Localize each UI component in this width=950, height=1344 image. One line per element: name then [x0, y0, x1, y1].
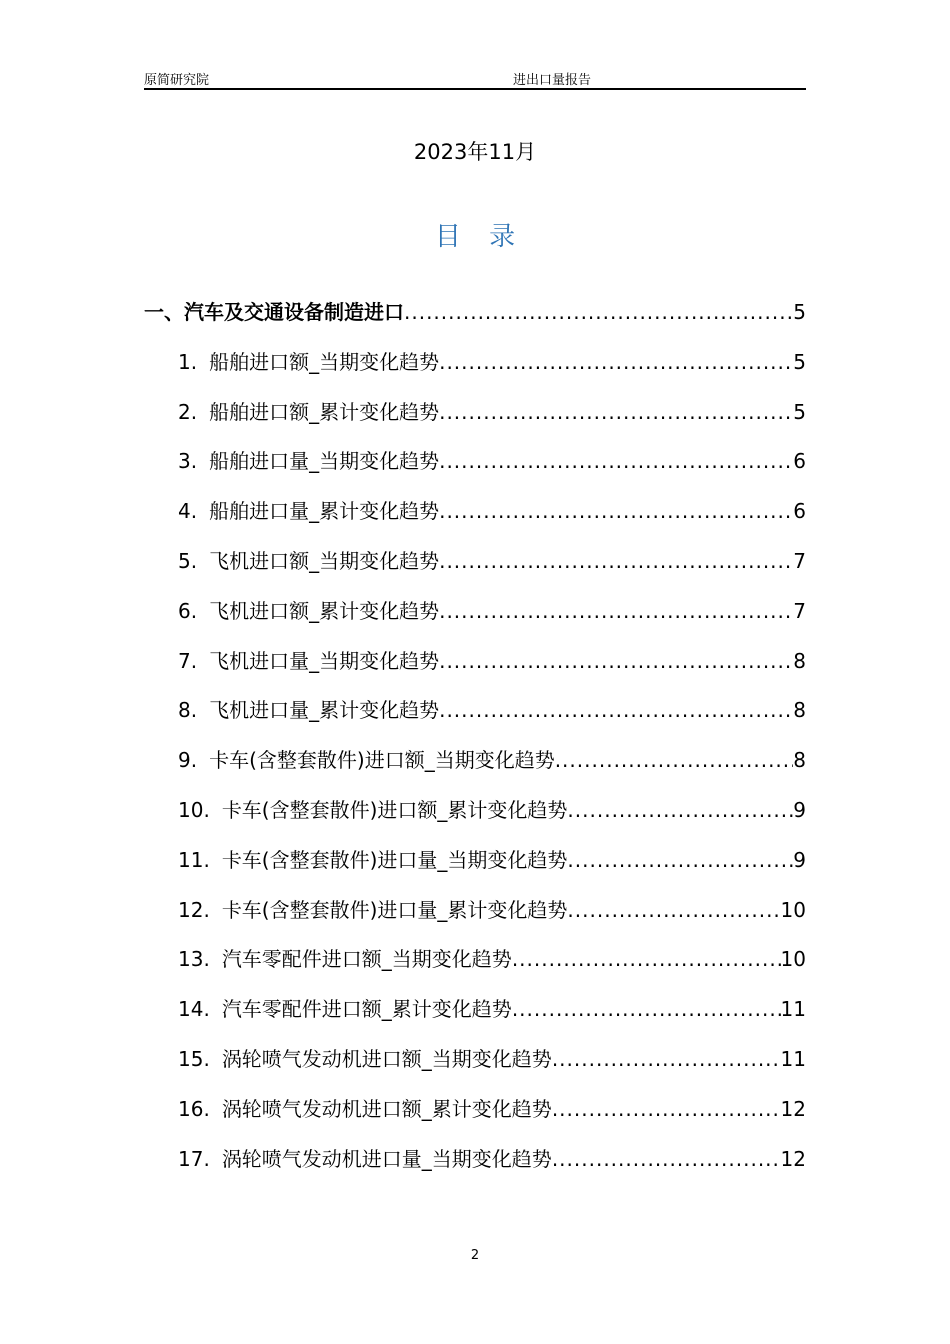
toc-entry-label: 涡轮喷气发动机进口额_累计变化趋势 — [221, 1096, 552, 1121]
toc-entry-page: 9 — [793, 847, 806, 872]
toc-entry-number: 12. — [178, 897, 210, 922]
toc-entry-label: 飞机进口额_累计变化趋势 — [209, 598, 440, 623]
toc-dot-leader — [439, 400, 793, 424]
header-organization: 原简研究院 — [144, 73, 210, 88]
toc-entry-number: 8. — [178, 698, 198, 723]
toc-entry-label: 飞机进口量_当期变化趋势 — [209, 648, 440, 673]
toc-entry-label: 汽车零配件进口额_累计变化趋势 — [221, 997, 512, 1022]
toc-entry-number: 13. — [178, 947, 210, 972]
report-date: 2023年11月 — [413, 140, 537, 164]
toc-entry[interactable] — [144, 993, 806, 1043]
toc-entry-page: 8 — [793, 698, 806, 723]
toc-entry-label: 卡车(含整套散件)进口量_当期变化趋势 — [221, 847, 568, 872]
toc-entry-number: 9. — [178, 748, 198, 773]
toc-entry[interactable] — [144, 694, 806, 744]
toc-entry-label: 卡车(含整套散件)进口量_累计变化趋势 — [221, 897, 568, 922]
toc-entry[interactable] — [144, 1093, 806, 1143]
toc-entry-number: 2. — [178, 399, 198, 424]
toc-dot-leader — [567, 798, 793, 822]
toc-entry-number: 4. — [178, 499, 198, 524]
toc-entry-number: 6. — [178, 598, 198, 623]
toc-entry-page: 11 — [780, 1046, 806, 1071]
toc-entry[interactable] — [144, 296, 806, 346]
toc-dot-leader — [439, 499, 793, 523]
toc-entry-label: 飞机进口额_当期变化趋势 — [209, 548, 440, 573]
toc-dot-leader — [567, 848, 793, 872]
toc-entry-page: 7 — [793, 598, 806, 623]
toc-entry[interactable] — [144, 894, 806, 944]
toc-entry[interactable] — [144, 844, 806, 894]
toc-entry-page: 10 — [780, 947, 806, 972]
toc-entry-number: 14. — [178, 997, 210, 1022]
toc-entry-label: 汽车零配件进口额_当期变化趋势 — [221, 947, 512, 972]
toc-dot-leader — [439, 549, 793, 573]
toc-entry[interactable] — [144, 943, 806, 993]
toc-entry-label: 涡轮喷气发动机进口量_当期变化趋势 — [221, 1146, 552, 1171]
toc-entry[interactable] — [144, 794, 806, 844]
toc-entry[interactable] — [144, 545, 806, 595]
toc-entry-number: 17. — [178, 1146, 210, 1171]
toc-dot-leader — [439, 599, 793, 623]
toc-entry-label: 卡车(含整套散件)进口额_当期变化趋势 — [209, 748, 555, 773]
toc-entry-page: 9 — [793, 797, 806, 822]
toc-entry-page: 6 — [793, 499, 806, 524]
toc-entry-page: 11 — [780, 997, 806, 1022]
toc-dot-leader — [439, 350, 793, 374]
toc-entry-label: 船舶进口量_累计变化趋势 — [209, 499, 440, 524]
toc-entry-label: 涡轮喷气发动机进口额_当期变化趋势 — [221, 1046, 552, 1071]
toc-dot-leader — [512, 997, 781, 1021]
toc-entry-label: 船舶进口额_当期变化趋势 — [209, 349, 440, 374]
toc-entry-page: 12 — [780, 1096, 806, 1121]
toc-entry[interactable] — [144, 595, 806, 645]
toc-entry[interactable] — [144, 645, 806, 695]
toc-entry-page: 8 — [793, 748, 806, 773]
toc-entry[interactable] — [144, 744, 806, 794]
toc-dot-leader — [439, 449, 793, 473]
toc-entry[interactable] — [144, 1143, 806, 1193]
toc-entry-label: 卡车(含整套散件)进口额_累计变化趋势 — [221, 797, 568, 822]
toc-entry-label: 汽车及交通设备制造进口 — [184, 300, 404, 324]
toc-entry-page: 6 — [793, 449, 806, 474]
toc-dot-leader — [512, 947, 781, 971]
toc-entry-number: 7. — [178, 648, 198, 673]
toc-entry[interactable] — [144, 346, 806, 396]
page-header — [144, 68, 806, 90]
toc-entry-label: 飞机进口量_累计变化趋势 — [209, 698, 440, 723]
toc-entry-page: 5 — [793, 300, 806, 324]
toc-entry-page: 8 — [793, 648, 806, 673]
toc-entry-number: 16. — [178, 1096, 210, 1121]
toc-dot-leader — [552, 1147, 781, 1171]
toc-dot-leader — [404, 300, 793, 324]
toc-entry-label: 船舶进口额_累计变化趋势 — [209, 399, 440, 424]
toc-entry-number: 11. — [178, 847, 210, 872]
toc-entry-number: 一、 — [144, 300, 184, 324]
toc-entry-number: 1. — [178, 349, 198, 374]
toc-dot-leader — [552, 1047, 781, 1071]
toc-dot-leader — [439, 649, 793, 673]
toc-entry-label: 船舶进口量_当期变化趋势 — [209, 449, 440, 474]
toc-entry-page: 5 — [793, 349, 806, 374]
toc-title: 目 录 — [434, 222, 526, 252]
toc-dot-leader — [439, 698, 793, 722]
toc-entry-number: 5. — [178, 548, 198, 573]
toc-entry[interactable] — [144, 495, 806, 545]
toc-entry-number: 15. — [178, 1046, 210, 1071]
toc-dot-leader — [567, 898, 780, 922]
table-of-contents — [144, 296, 806, 1192]
toc-dot-leader — [555, 748, 794, 772]
header-report-title: 进出口量报告 — [513, 73, 592, 88]
toc-entry-page: 5 — [793, 399, 806, 424]
toc-entry-page: 10 — [780, 897, 806, 922]
toc-entry-page: 12 — [780, 1146, 806, 1171]
toc-entry[interactable] — [144, 1043, 806, 1093]
toc-dot-leader — [552, 1097, 781, 1121]
toc-entry[interactable] — [144, 396, 806, 446]
toc-entry-number: 10. — [178, 797, 210, 822]
toc-entry-page: 7 — [793, 548, 806, 573]
toc-entry[interactable] — [144, 445, 806, 495]
page-number: 2 — [470, 1248, 480, 1263]
toc-entry-number: 3. — [178, 449, 198, 474]
